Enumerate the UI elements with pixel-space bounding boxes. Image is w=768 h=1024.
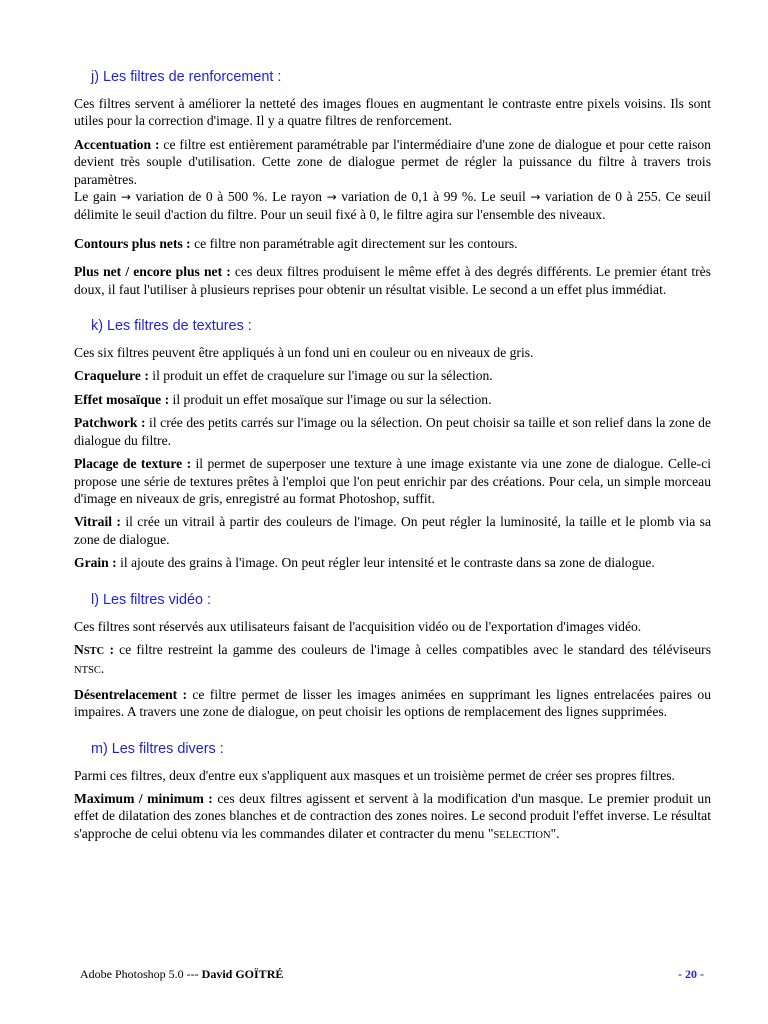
page-content: [74, 67, 711, 850]
term-patchwork: Patchwork :: [74, 415, 146, 431]
paragraph-j-intro: Ces filtres servent à améliorer la netteté des images floues en augmentant le contraste entre pixels voisins. Ils sont utiles pour la correction d'image. Il y a quatre filtres de renforcement.: [74, 96, 711, 129]
text-contours: ce filtre non paramétrable agit directement sur les contours.: [190, 235, 518, 251]
text-grain: il ajoute des grains à l'image. On peut régler leur intensité et le contraste dans sa zone de dialogue.: [116, 555, 655, 571]
paragraph-accentuation: [74, 136, 711, 188]
term-ntsc: [74, 642, 114, 657]
section-heading-m: m) Les filtres divers :: [91, 740, 224, 757]
term-grain: Grain :: [74, 555, 117, 571]
text-vitrail: il crée un vitrail à partir des couleurs de l'image. On peut régler la luminosité, la taille et le plomb via sa zone de dialogue.: [74, 514, 711, 547]
paragraph-grain: [74, 554, 711, 571]
text-gain-label: Le gain: [74, 189, 121, 205]
term-maximum: Maximum / minimum :: [74, 790, 213, 806]
term-desentrelacement: Désentrelacement :: [74, 686, 188, 702]
text-gain: variation de 0 à 500 %. Le rayon: [130, 189, 327, 205]
footer-title: Adobe Photoshop 5.0 ---: [80, 967, 202, 981]
paragraph-patchwork: [74, 414, 711, 449]
text-ntsc: ce filtre restreint la gamme des couleurs de l'image à celles compatibles avec le standard des téléviseurs: [113, 641, 711, 657]
arrow-right-icon: →: [530, 190, 541, 205]
section-heading-k: k) Les filtres de textures :: [91, 318, 252, 335]
footer-left: [80, 967, 283, 982]
text-seuil: variation de 0 à 255. Ce seuil délimite le seuil d'action du filtre. Pour un seuil fixé à 0, le filtre agira sur l'ensemble des niveaux.: [74, 189, 711, 223]
paragraph-ntsc: [74, 641, 711, 680]
paragraph-gain: [74, 188, 711, 224]
text-patchwork: il crée des petits carrés sur l'image ou la sélection. On peut choisir sa taille et son relief dans la zone de dialogue du filtre.: [74, 415, 711, 448]
text-selection-small: SELECTION: [493, 829, 551, 841]
term-placage: Placage de texture :: [74, 456, 192, 472]
page-footer: [80, 967, 704, 982]
text-maximum-end: ".: [550, 825, 560, 841]
paragraph-mosaique: [74, 391, 711, 408]
arrow-right-icon: →: [120, 190, 131, 205]
term-vitrail: Vitrail :: [74, 514, 121, 530]
term-ntsc-initial: N: [74, 641, 84, 657]
text-ntsc-small: NTSC: [74, 665, 101, 677]
text-ntsc-end: .: [100, 661, 105, 677]
footer-author: David GOÏTRÉ: [201, 967, 284, 981]
text-placage: il permet de superposer une texture à une image existante via une zone de dialogue. Celle-ci propose une série de textures prêtes à l'emploi que l'on peut enrichir par des créations. Pour cela, un simple morceau d'image en niveaux de gris, enregistré au format Photoshop, suffit.: [74, 456, 712, 506]
paragraph-l-intro: Ces filtres sont réservés aux utilisateurs faisant de l'acquisition vidéo ou de l'exportation d'images vidéo.: [74, 618, 642, 634]
term-mosaique: Effet mosaïque :: [74, 391, 170, 407]
term-craquelure: Craquelure :: [74, 368, 149, 384]
paragraph-maximum: [74, 790, 711, 844]
term-contours: Contours plus nets :: [74, 235, 191, 251]
paragraph-craquelure: [74, 367, 711, 384]
text-maximum: ces deux filtres agissent et servent à la modification d'un masque. Le premier produit un effet de dilatation des zones blanches et de contraction des zones noires. Le second produit l'effet inverse. Le résultat s'approche de celui obtenu via les commandes dilater et contracter du menu ": [74, 790, 711, 841]
term-ntsc-colon: :: [104, 641, 114, 657]
text-plus-net: ces deux filtres produisent le même effet à des degrés différents. Le premier étant très doux, il faut l'utiliser à plusieurs reprises pour obtenir un résultat visible. Le second a un effet plus immédiat.: [74, 264, 711, 297]
text-craquelure: il produit un effet de craquelure sur l'image ou sur la sélection.: [148, 368, 493, 384]
text-rayon: variation de 0,1 à 99 %. Le seuil: [336, 189, 531, 205]
paragraph-desentrelacement: [74, 686, 711, 721]
section-heading-l: l) Les filtres vidéo :: [91, 591, 211, 608]
paragraph-m-intro: Parmi ces filtres, deux d'entre eux s'appliquent aux masques et un troisième permet de créer ses propres filtres.: [74, 767, 675, 783]
term-ntsc-rest: STC: [83, 645, 105, 657]
paragraph-plus-net: [74, 263, 711, 298]
page-number: - 20 -: [678, 967, 704, 981]
paragraph-contours: [74, 235, 711, 252]
section-heading-j: j) Les filtres de renforcement :: [91, 69, 282, 85]
arrow-right-icon: →: [326, 190, 337, 205]
term-plus-net: Plus net / encore plus net :: [74, 264, 231, 280]
text-accentuation: ce filtre est entièrement paramétrable par l'intermédiaire d'une zone de dialogue et pour cette raison devient très souple d'utilisation. Cette zone de dialogue permet de régler la puissance du filtre à travers trois paramètres.: [74, 136, 711, 187]
text-mosaique: il produit un effet mosaïque sur l'image ou sur la sélection.: [169, 391, 492, 407]
text-desentrelacement: ce filtre permet de lisser les images animées en supprimant les lignes entrelacées paires ou impaires. A travers une zone de dialogue, on peut choisir les options de remplacement des lignes supprimées.: [74, 686, 712, 720]
paragraph-k-intro: Ces six filtres peuvent être appliqués à un fond uni en couleur ou en niveaux de gris.: [74, 345, 534, 361]
term-accentuation: Accentuation :: [74, 136, 160, 152]
paragraph-vitrail: [74, 513, 711, 548]
paragraph-placage: [74, 455, 711, 507]
